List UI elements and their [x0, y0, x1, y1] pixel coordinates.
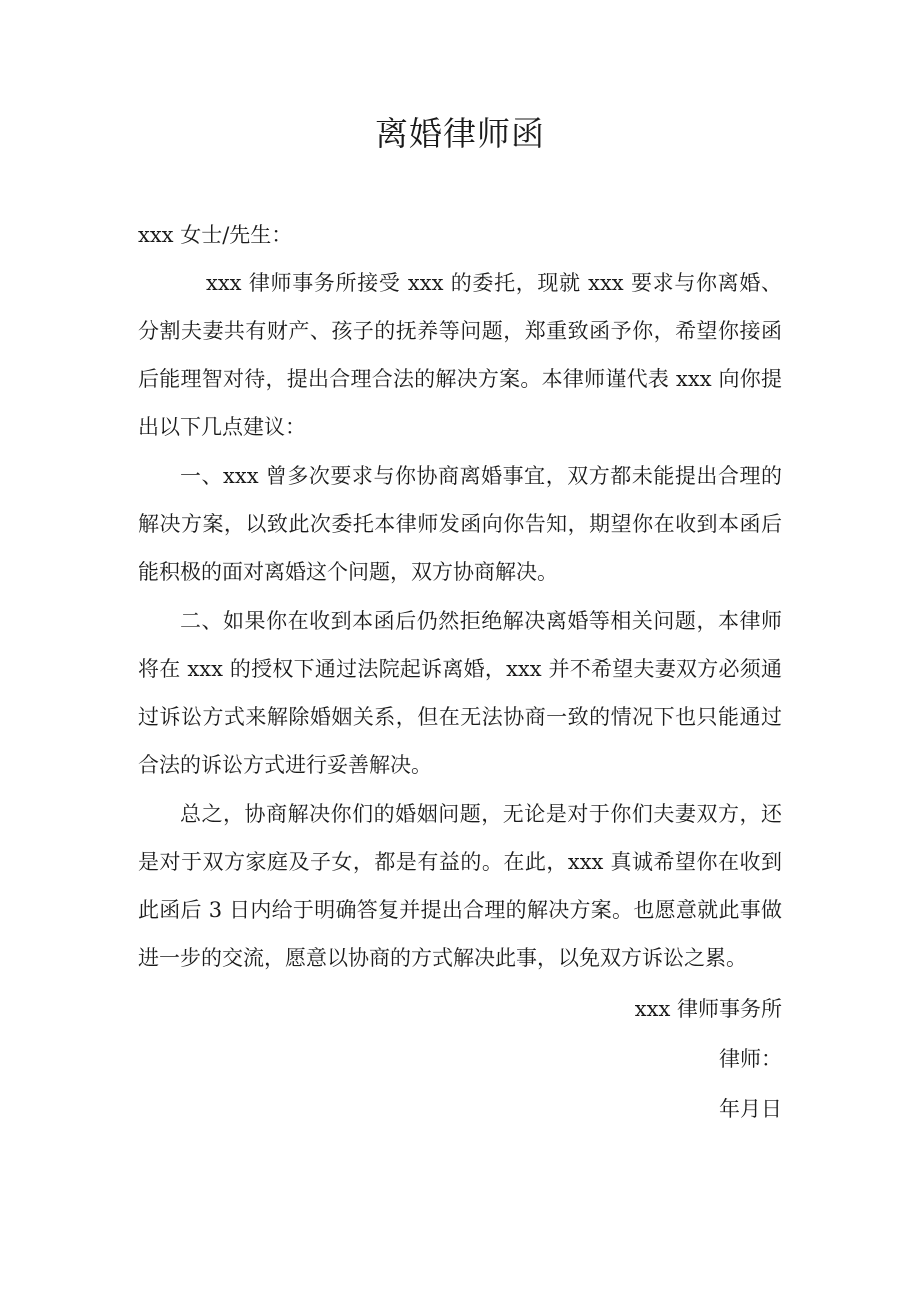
signature-date: 年月日: [719, 1097, 782, 1121]
greeting-line: xxx 女士/先生：: [138, 223, 293, 247]
paragraph-conclusion: 总之，协商解决你们的婚姻问题，无论是对于你们夫妻双方，还是对于双方家庭及子女，都是有益的。在此，xxx 真诚希望你在收到此函后 3 日内给于明确答复并提出合理的解决方案。也愿意就此事做进一步的交流，愿意以协商的方式解决此事，以免双方诉讼之累。: [138, 802, 782, 970]
signature-lawyer: 律师：: [719, 1047, 782, 1071]
document-title: 离婚律师函: [375, 114, 545, 153]
signature-firm: xxx 律师事务所: [634, 997, 782, 1021]
paragraph-point-two: 二、如果你在收到本函后仍然拒绝解决离婚等相关问题，本律师将在 xxx 的授权下通过法院起诉离婚，xxx 并不希望夫妻双方必须通过诉讼方式来解除婚姻关系，但在无法协商一致的情况下也只能通过合法的诉讼方式进行妥善解决。: [138, 609, 782, 777]
paragraph-intro: xxx 律师事务所接受 xxx 的委托，现就 xxx 要求与你离婚、分割夫妻共有财产、孩子的抚养等问题，郑重致函予你，希望你接函后能理智对待，提出合理合法的解决方案。本律师谨代表 xxx 向你提出以下几点建议：: [138, 271, 782, 439]
paragraph-point-one: 一、xxx 曾多次要求与你协商离婚事宜，双方都未能提出合理的解决方案，以致此次委托本律师发函向你告知，期望你在收到本函后能积极的面对离婚这个问题，双方协商解决。: [138, 464, 782, 584]
